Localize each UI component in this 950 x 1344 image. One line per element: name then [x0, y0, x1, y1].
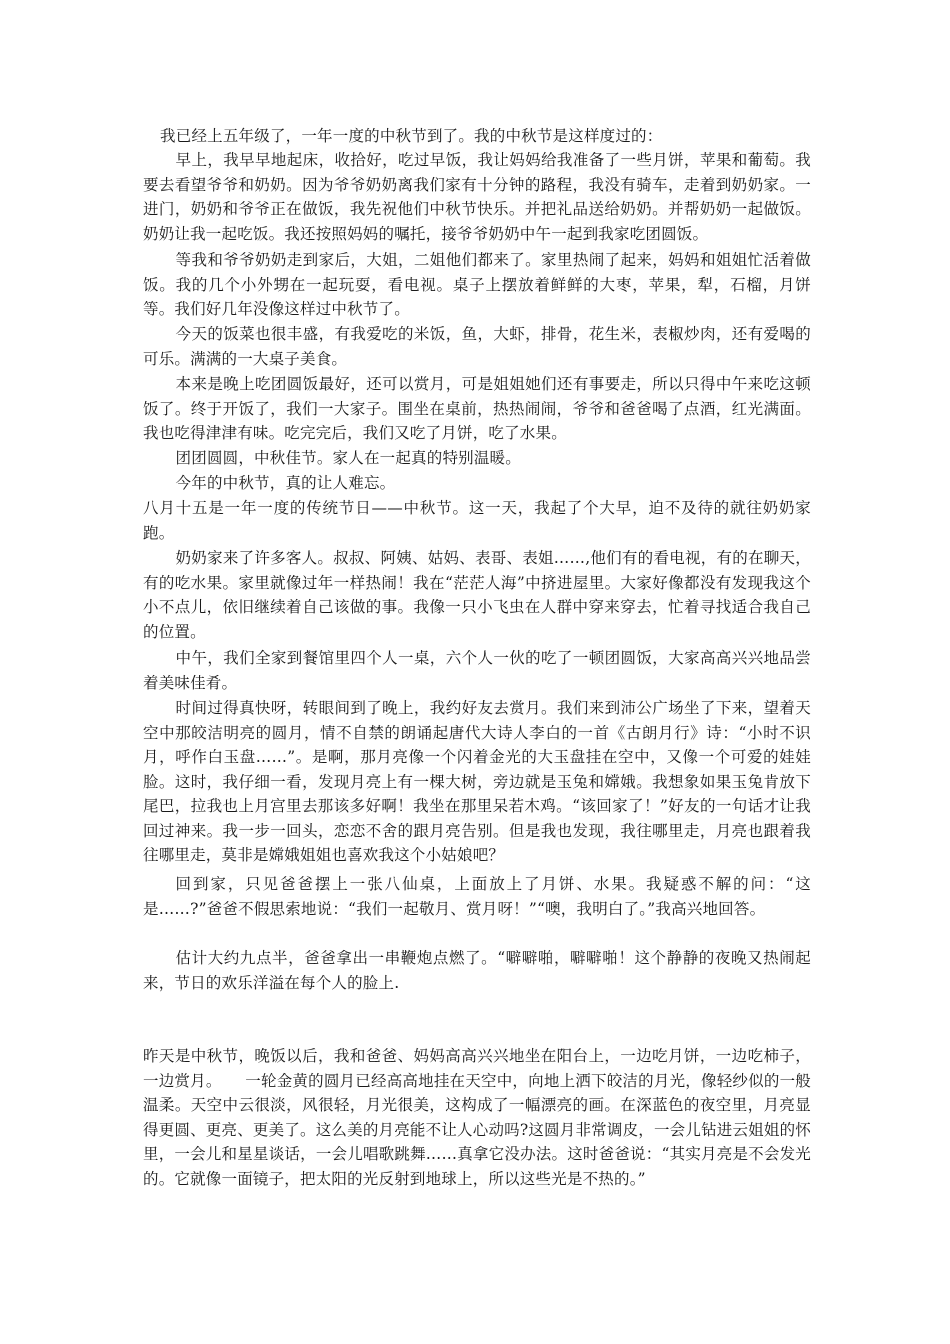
section1-paragraph-5: 团团圆圆，中秋佳节。家人在一起真的特别温暖。	[175, 449, 521, 467]
section1-intro: 我已经上五年级了，一年一度的中秋节到了。我的中秋节是这样度过的：	[160, 127, 663, 145]
section2-paragraph-5: 估计大约九点半，爸爸拿出一串鞭炮点燃了。“噼噼啪，噼噼啪！这个静静的夜晚又热闹起来，节日的欢乐洋溢在每个人的脸上.	[143, 949, 811, 992]
section2-paragraph-2: 中午，我们全家到餐馆里四个人一桌，六个人一伙的吃了一顿团圆饭，大家高高兴兴地品尝着美味佳肴。	[143, 649, 811, 692]
section2-intro: 八月十五是一年一度的传统节日——中秋节。这一天，我起了个大早，迫不及待的就往奶奶家跑。	[143, 499, 811, 542]
section1-paragraph-2: 等我和爷爷奶奶走到家后，大姐，二姐他们都来了。家里热闹了起来，妈妈和姐姐忙活着做饭。我的几个小外甥在一起玩耍，看电视。桌子上摆放着鲜鲜的大枣，苹果，犁，石榴，月饼等。我们好几年没像这样过中秋节了。	[143, 251, 811, 318]
section1-paragraph-6: 今年的中秋节，真的让人难忘。	[175, 474, 396, 492]
section1-paragraph-3: 今天的饭菜也很丰盛，有我爱吃的米饭，鱼，大虾，排骨，花生米，表椒炒肉，还有爱喝的可乐。满满的一大桌子美食。	[143, 325, 811, 368]
section2-paragraph-3: 时间过得真快呀，转眼间到了晚上，我约好友去赏月。我们来到沛公广场坐了下来，望着天空中那皎洁明亮的圆月，情不自禁的朗诵起唐代大诗人李白的一首《古朗月行》诗：“小时不识月，呼作白玉盘……”。是啊，那月亮像一个闪着金光的大玉盘挂在空中，又像一个可爱的娃娃脸。这时，我仔细一看，发现月亮上有一棵大树，旁边就是玉兔和嫦娥。我想象如果玉兔肯放下尾巴，拉我也上月宫里去那该多好啊！我坐在那里呆若木鸡。“该回家了！”好友的一句话才让我回过神来。我一步一回头，恋恋不舍的跟月亮告别。但是我也发现，我往哪里走，月亮也跟着我往哪里走，莫非是嫦娥姐姐也喜欢我这个小姑娘吧？	[143, 699, 811, 864]
section1-paragraph-4: 本来是晚上吃团圆饭最好，还可以赏月，可是姐姐她们还有事要走，所以只得中午来吃这顿饭了。终于开饭了，我们一大家子。围坐在桌前，热热闹闹，爷爷和爸爸喝了点酒，红光满面。我也吃得津津有味。吃完完后，我们又吃了月饼，吃了水果。	[143, 375, 811, 442]
section3-paragraph: 昨天是中秋节，晚饭以后，我和爸爸、妈妈高高兴兴地坐在阳台上，一边吃月饼，一边吃柿子，一边赏月。 一轮金黄的圆月已经高高地挂在天空中，向地上洒下皎洁的月光，像轻纱似的一般温柔。天空中云很淡，风很轻，月光很美，这构成了一幅漂亮的画。在深蓝色的夜空里，月亮显得更圆、更亮、更美了。这么美的月亮能不让人心动吗?这圆月非常调皮，一会儿钻进云姐姐的怀里，一会儿和星星谈话，一会儿唱歌跳舞……真拿它没办法。这时爸爸说：“其实月亮是不会发光的。它就像一面镜子，把太阳的光反射到地球上，所以这些光是不热的。”	[143, 1047, 811, 1188]
section2-paragraph-4: 回到家，只见爸爸摆上一张八仙桌，上面放上了月饼、水果。我疑惑不解的问：“这是……?”爸爸不假思索地说：“我们一起敬月、赏月呀！”“噢，我明白了。”我高兴地回答。	[143, 875, 811, 918]
section2-paragraph-1: 奶奶家来了许多客人。叔叔、阿姨、姑妈、表哥、表姐……,他们有的看电视，有的在聊天，有的吃水果。家里就像过年一样热闹！我在“茫茫人海”中挤进屋里。大家好像都没有发现我这个小不点儿，依旧继续着自己该做的事。我像一只小飞虫在人群中穿来穿去，忙着寻找适合我自己的位置。	[143, 549, 811, 641]
section1-paragraph-1: 早上，我早早地起床，收拾好，吃过早饭，我让妈妈给我准备了一些月饼，苹果和葡萄。我要去看望爷爷和奶奶。因为爷爷奶奶离我们家有十分钟的路程，我没有骑车，走着到奶奶家。一进门，奶奶和爷爷正在做饭，我先祝他们中秋节快乐。并把礼品送给奶奶。并帮奶奶一起做饭。奶奶让我一起吃饭。我还按照妈妈的嘱托，接爷爷奶奶中午一起到我家吃团圆饭。	[143, 151, 811, 243]
